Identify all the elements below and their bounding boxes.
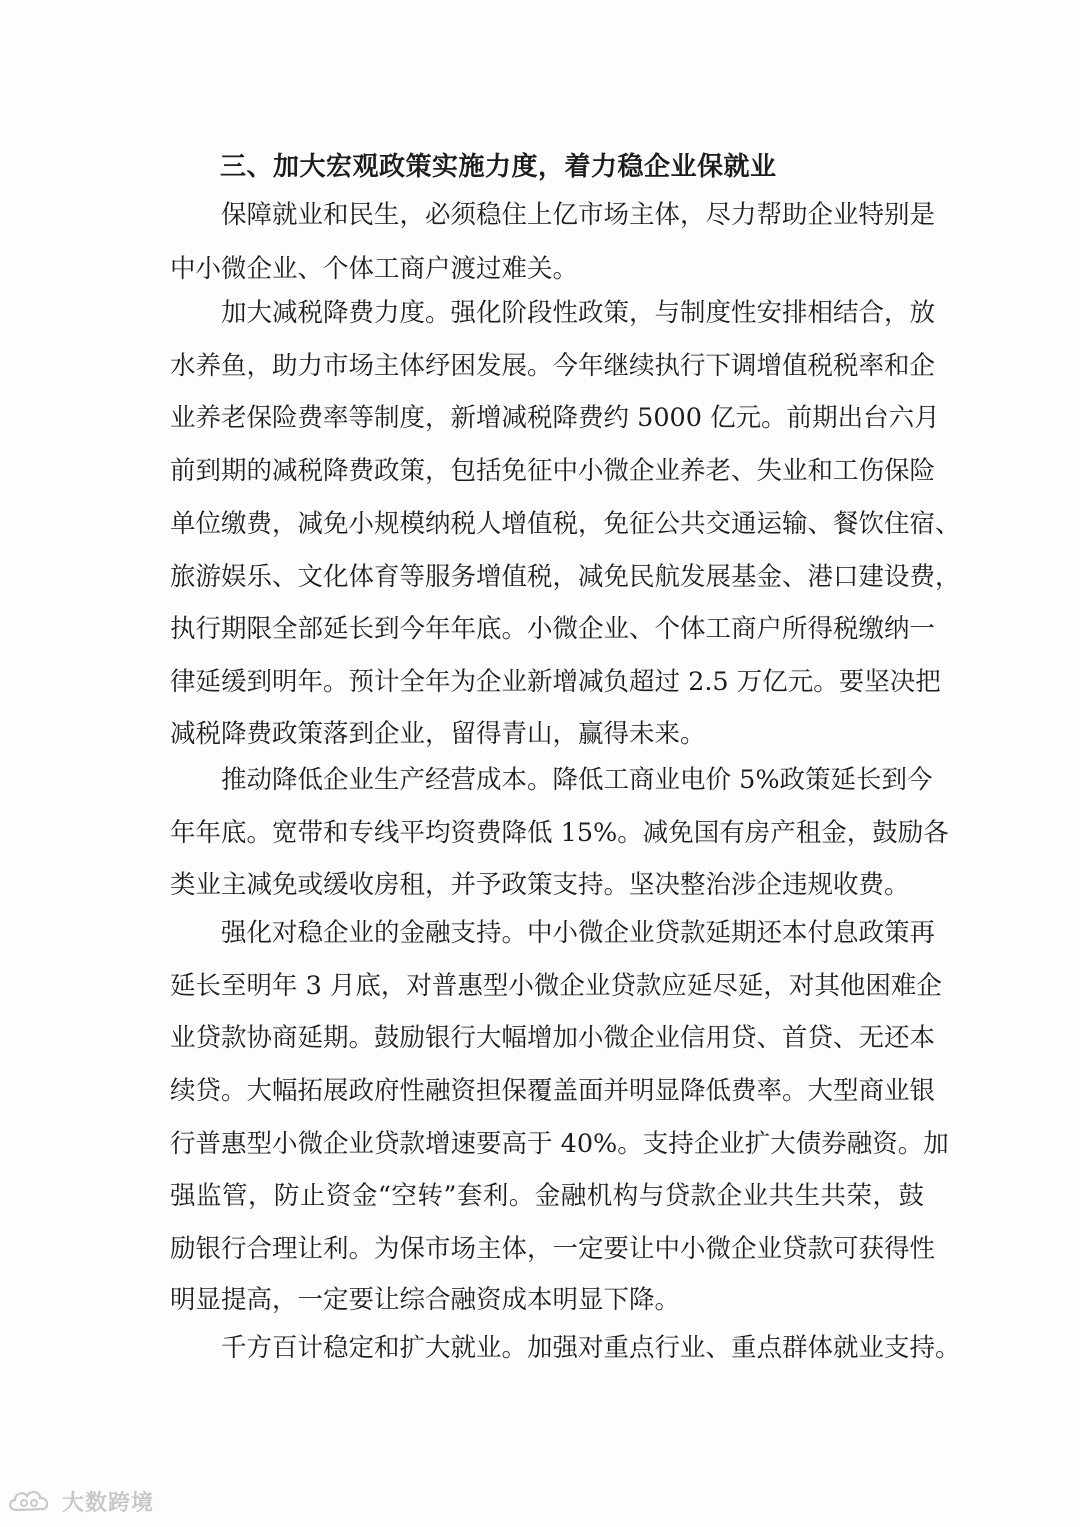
text-line: 强监管，防止资金“空转”套利。金融机构与贷款企业共生共荣，鼓 <box>170 1181 924 1211</box>
text-line: 水养鱼，助力市场主体纾困发展。今年继续执行下调增值税税率和企 <box>170 351 936 381</box>
text-line: 旅游娱乐、文化体育等服务增值税，减免民航发展基金、港口建设费， <box>170 562 961 592</box>
text-line: 年年底。宽带和专线平均资费降低 15%。减免国有房产租金，鼓励各 <box>170 818 949 848</box>
text-line: 类业主减免或缓收房租，并予政策支持。坚决整治涉企违规收费。 <box>170 870 910 900</box>
section-heading: 三、加大宏观政策实施力度，着力稳企业保就业 <box>220 152 777 182</box>
text-line: 业贷款协商延期。鼓励银行大幅增加小微企业信用贷、首贷、无还本 <box>170 1023 936 1053</box>
text-line: 执行期限全部延长到今年年底。小微企业、个体工商户所得税缴纳一 <box>170 614 936 644</box>
text-line: 保障就业和民生，必须稳住上亿市场主体，尽力帮助企业特别是 <box>221 200 936 230</box>
watermark <box>6 1484 154 1518</box>
text-line: 励银行合理让利。为保市场主体，一定要让中小微企业贷款可获得性 <box>170 1234 936 1264</box>
text-line: 单位缴费，减免小规模纳税人增值税，免征公共交通运输、餐饮住宿、 <box>170 509 961 539</box>
watermark-text: 大数跨境 <box>62 1490 155 1516</box>
text-line: 延长至明年 3 月底，对普惠型小微企业贷款应延尽延，对其他困难企 <box>170 971 942 1001</box>
text-line: 强化对稳企业的金融支持。中小微企业贷款延期还本付息政策再 <box>221 918 936 948</box>
text-line: 减税降费政策落到企业，留得青山，赢得未来。 <box>170 719 706 749</box>
cloud-logo-icon <box>6 1486 56 1516</box>
text-line: 行普惠型小微企业贷款增速要高于 40%。支持企业扩大债券融资。加 <box>170 1129 949 1159</box>
text-line: 律延缓到明年。预计全年为企业新增减负超过 2.5 万亿元。要坚决把 <box>170 667 941 697</box>
text-line: 推动降低企业生产经营成本。降低工商业电价 5%政策延长到今 <box>221 765 933 795</box>
text-line: 业养老保险费率等制度，新增减税降费约 5000 亿元。前期出台六月 <box>170 403 940 433</box>
text-line: 前到期的减税降费政策，包括免征中小微企业养老、失业和工伤保险 <box>170 456 936 486</box>
text-line: 续贷。大幅拓展政府性融资担保覆盖面并明显降低费率。大型商业银 <box>170 1076 936 1106</box>
text-line: 加大减税降费力度。强化阶段性政策，与制度性安排相结合，放 <box>221 298 936 328</box>
text-line: 千方百计稳定和扩大就业。加强对重点行业、重点群体就业支持。 <box>221 1333 961 1363</box>
text-line: 明显提高，一定要让综合融资成本明显下降。 <box>170 1285 681 1315</box>
text-line: 中小微企业、个体工商户渡过难关。 <box>170 254 579 284</box>
